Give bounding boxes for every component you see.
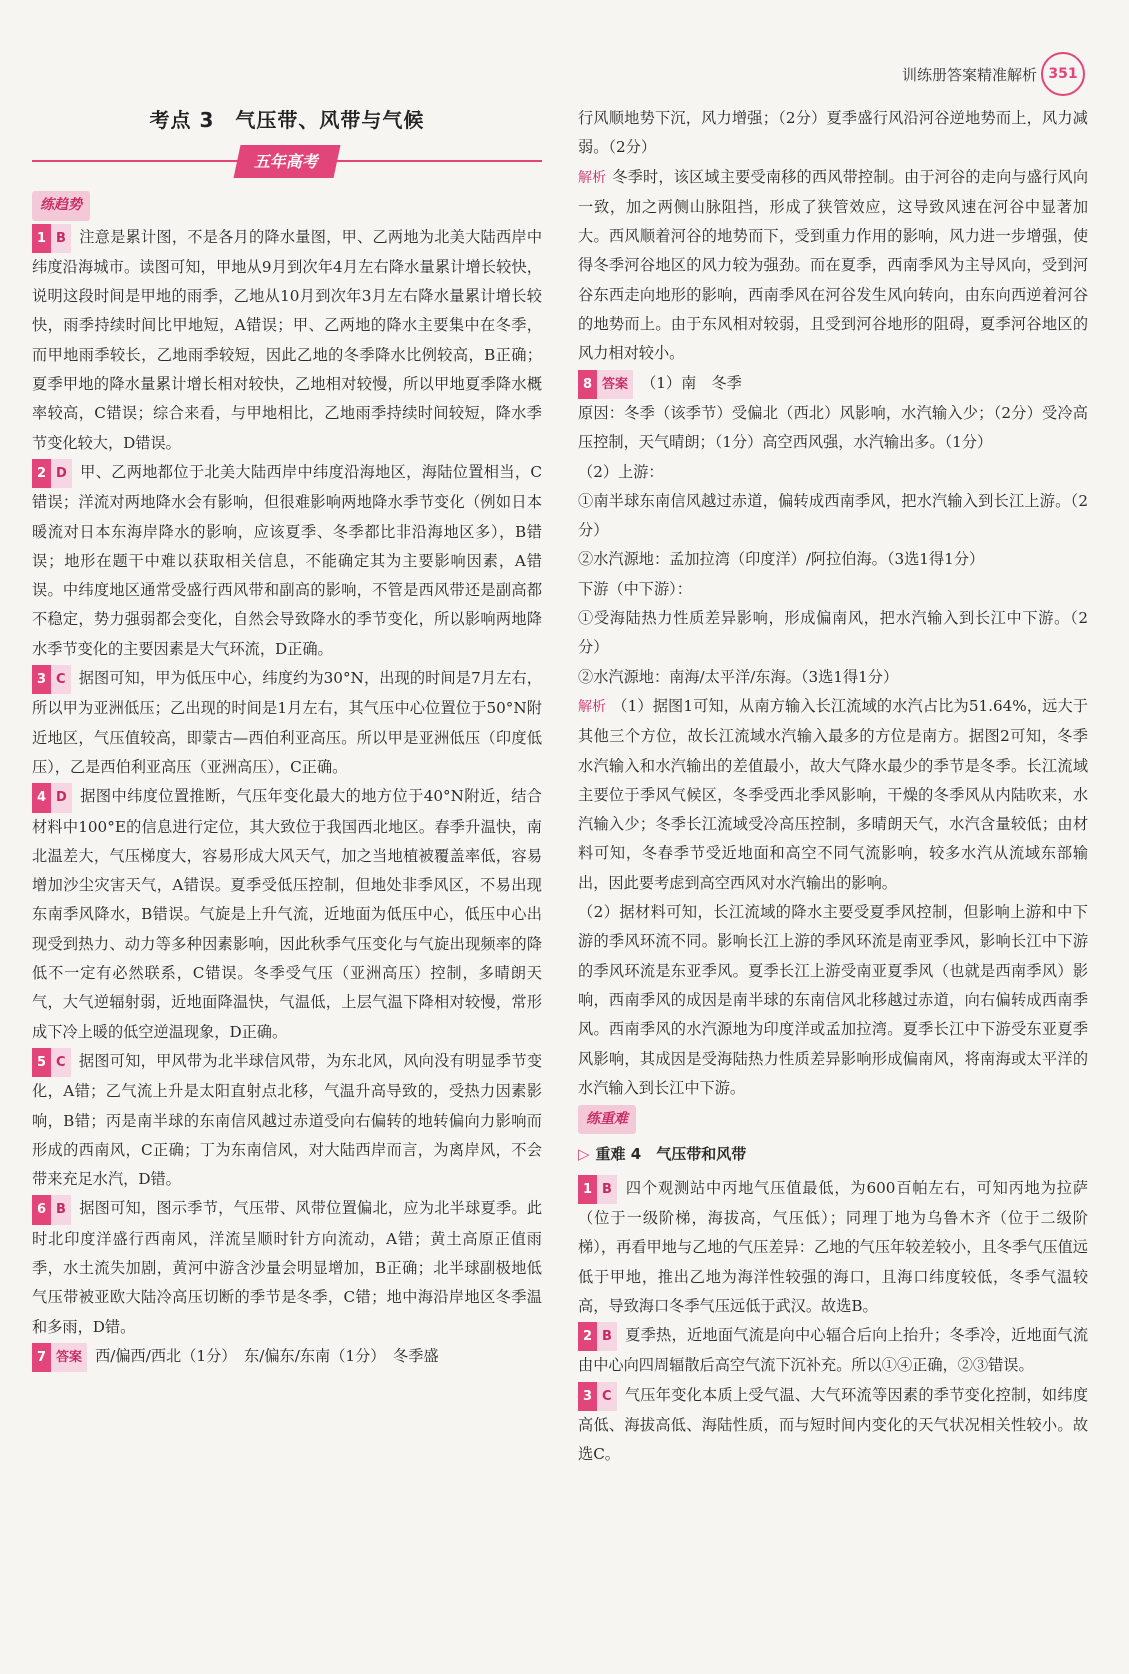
question-badge xyxy=(578,1175,617,1204)
answer-letter: C xyxy=(51,1048,71,1077)
answer-continuation: ②水汽源地：孟加拉湾（印度洋）/阿拉伯海。（3选1得1分） xyxy=(578,550,985,569)
question-badge xyxy=(32,224,71,253)
answer-item xyxy=(32,782,542,1047)
banner-label: 五年高考 xyxy=(233,145,340,178)
answer-letter: B xyxy=(51,1195,71,1224)
question-number: 1 xyxy=(32,224,51,253)
answer-letter: B xyxy=(51,224,71,253)
question-number: 3 xyxy=(32,665,51,694)
question-number: 1 xyxy=(578,1175,597,1204)
triangle-icon: ▷ xyxy=(578,1145,590,1164)
answer-continuation: ①南半球东南信风越过赤道，偏转成西南季风，把水汽输入到长江上游。（2分） xyxy=(578,491,1088,540)
question-badge xyxy=(32,1343,87,1372)
question-number: 7 xyxy=(32,1343,51,1372)
question-badge xyxy=(32,783,72,812)
answer-continuation: 下游（中下游）： xyxy=(578,579,692,598)
question-badge xyxy=(32,1195,71,1224)
answer-text: 夏季热，近地面气流是向中心辐合后向上抬升；冬季冷，近地面气流由中心向四周辐散后高空气流下沉补充。所以①④正确，②③错误。 xyxy=(578,1326,1088,1375)
answer-continuation: （2）据材料可知，长江流域的降水主要受夏季风控制，但影响上游和中下游的季风环流不同。影响长江上游的季风环流是南亚季风，影响长江中下游的季风环流是东亚季风。夏季长江上游受南亚夏季风（也就是西南季风）影响，西南季风的成因是南半球的东南信风北移越过赤道，向右偏转成西南季风。西南季风的水汽源地为印度洋或孟加拉湾。夏季长江中下游受东亚夏季风影响，其成因是受海陆热力性质差异影响形成偏南风，将南海或太平洋的水汽输入到长江中下游。 xyxy=(578,903,1088,1097)
answer-item xyxy=(32,223,542,458)
answer-continuation: ①受海陆热力性质差异影响，形成偏南风，把水汽输入到长江中下游。（2分） xyxy=(578,609,1088,657)
answer-text: 甲、乙两地都位于北美大陆西岸中纬度沿海地区，海陆位置相当，C错误；洋流对两地降水会有影响，但很难影响两地降水季节变化（例如日本暖流对日本东海岸降水的影响，应该夏季、冬季都比非沿海地区多），B错误；地形在题干中难以获取相关信息，不能确定其为主要影响因素，A错误。中纬度地区通常受盛行西风带和副高的影响，不管是西风带还是副高都不稳定，势力强弱都会变化，自然会导致降水的季节变化，所以影响两地降水季节变化的主要因素是大气环流，D正确。 xyxy=(32,462,542,658)
analysis-item xyxy=(578,163,1088,369)
answer-item xyxy=(578,1381,1088,1470)
answer-item xyxy=(32,664,542,782)
answer-letter: C xyxy=(597,1382,617,1411)
answer-item xyxy=(32,1194,542,1341)
answer-letter: D xyxy=(51,783,72,812)
page-title: 考点 3 气压带、风带与气候 xyxy=(149,108,425,132)
analysis-text: 冬季时，该区域主要受南移的西风带控制。由于河谷的走向与盛行风向一致，加之两侧山脉阻挡，形成了狭管效应，这导致风速在河谷中显著加大。西风顺着河谷的地势而下，受到重力作用的影响，风力进一步增强，使得冬季河谷地区的风力较为强劲。而在夏季，西南季风为主导风向，受到河谷东西走向地形的影响，西南季风在河谷发生风向转向，由东向西逆着河谷的地势而上。由于东风相对较弱，且受到河谷地形的阻碍，夏季河谷地区的风力相对较小。 xyxy=(578,167,1089,363)
answer-text: 注意是累计图，不是各月的降水量图，甲、乙两地为北美大陆西岸中纬度沿海城市。读图可知，甲地从9月到次年4月左右降水量累计增长较快，说明这段时间是甲地的雨季，乙地从10月到次年3月左右降水量累计增长较快，雨季持续时间比甲地短，A错误；甲、乙两地的降水主要集中在冬季，而甲地雨季较长，乙地雨季较短，因此乙地的冬季降水比例较高，B正确；夏季甲地的降水量累计增长相对较快，乙地相对较慢，所以甲地夏季降水概率较高，C错误；综合来看，与甲地相比，乙地雨季持续时间较短，降水季节变化较大，D错误。 xyxy=(32,227,542,452)
answer-letter: 答案 xyxy=(51,1343,87,1372)
answer-letter: B xyxy=(597,1322,617,1351)
answer-text: 气压年变化本质上受气温、大气环流等因素的季节变化控制，如纬度高低、海拔高低、海陆性质，而与短时间内变化的天气状况相关性较小。故选C。 xyxy=(578,1385,1088,1464)
question-badge xyxy=(578,370,633,399)
question-number: 8 xyxy=(578,370,597,399)
analysis-label: 解析 xyxy=(578,169,607,186)
question-badge xyxy=(32,1048,71,1077)
question-badge xyxy=(32,665,71,694)
question-number: 2 xyxy=(32,459,51,488)
answer-text: 据图可知，图示季节，气压带、风带位置偏北，应为北半球夏季。此时北印度洋盛行西南风，洋流呈顺时针方向流动，A错；黄土高原正值雨季，水土流失加剧，黄河中游含沙量会明显增加，B正确；北半球副极地低气压带被亚欧大陆冷高压切断的季节是冬季，C错；地中海沿岸地区冬季温和多雨，D错。 xyxy=(32,1199,542,1336)
right-answers xyxy=(578,104,1088,1470)
answer-text: （1）南 冬季 xyxy=(641,373,742,392)
question-number: 5 xyxy=(32,1048,51,1077)
page-number: 351 xyxy=(1041,52,1085,96)
right-column xyxy=(578,104,1088,1470)
answer-letter: D xyxy=(51,459,72,488)
left-answers xyxy=(32,223,542,1373)
banner xyxy=(32,145,542,175)
answer-text: 西/偏西/西北（1分） 东/偏东/东南（1分） 冬季盛 xyxy=(95,1346,439,1365)
question-badge xyxy=(578,1322,617,1351)
analysis-text: （1）据图1可知，从南方输入长江流域的水汽占比为51.64%，远大于其他三个方位，故长江流域水汽输入最多的方位是南方。据图2可知，冬季水汽输入和水汽输出的差值最小，故大气降水最少的季节是冬季。长江流域主要位于季风气候区，冬季受西北季风影响，干燥的冬季风从内陆吹来，水汽输入少；冬季长江流域受冷高压控制，多晴朗天气，水汽含量较低；由材料可知，冬春季节受近地面和高空不同气流影响，较多水汽从流域东部输出，因此要考虑到高空西风对水汽输出的影响。 xyxy=(578,696,1088,892)
answer-continuation: 行风顺地势下沉，风力增强；（2分）夏季盛行风沿河谷逆地势而上，风力减弱。（2分） xyxy=(578,109,1088,157)
answer-letter: 答案 xyxy=(597,370,633,399)
answer-letter: B xyxy=(597,1175,617,1204)
section-difficulty: 练重难 xyxy=(578,1105,636,1134)
answer-item xyxy=(32,458,542,664)
answer-item xyxy=(578,1321,1088,1381)
answer-continuation: ②水汽源地：南海/太平洋/东海。（3选1得1分） xyxy=(578,667,899,686)
answer-item xyxy=(32,1047,542,1194)
subsection-text: 重难 4 气压带和风带 xyxy=(595,1145,747,1164)
question-number: 3 xyxy=(578,1382,597,1411)
question-badge xyxy=(578,1382,617,1411)
answer-item xyxy=(578,1174,1088,1321)
answer-item xyxy=(32,1342,542,1372)
answer-text: 据图可知，甲为低压中心，纬度约为30°N，出现的时间是7月左右，所以甲为亚洲低压；乙出现的时间是1月左右，其气压中心位置位于50°N附近地区，气压值较高，即蒙古—西伯利亚高压。所以甲是亚洲低压（印度低压），乙是西伯利亚高压（亚洲高压），C正确。 xyxy=(32,669,542,776)
section-trend: 练趋势 xyxy=(32,191,90,220)
left-column xyxy=(32,100,542,1372)
answer-continuation: （2）上游： xyxy=(578,462,664,481)
header-label: 训练册答案精准解析 xyxy=(901,66,1037,84)
answer-text: 据图中纬度位置推断，气压年变化最大的地方位于40°N附近，结合材料中100°E的信息进行定位，其大致位于我国西北地区。春季升温快，南北温差大，气压梯度大，容易形成大风天气，加之当地植被覆盖率低，容易增加沙尘灾害天气，A错误。夏季受低压控制，但地处非季风区，不易出现东南季风降水，B错误。气旋是上升气流，近地面为低压中心，低压中心出现受到热力、动力等多种因素影响，因此秋季气压变化与气旋出现频率的降低不一定有必然联系，C错误。冬季受气压（亚洲高压）控制，多晴朗天气，大气逆辐射弱，近地面降温快，气温低，上层气温下降相对较慢，常形成下冷上暖的低空逆温现象，D正确。 xyxy=(32,787,542,1041)
section-wrap xyxy=(578,1103,1088,1136)
question-number: 6 xyxy=(32,1195,51,1224)
analysis-label: 解析 xyxy=(578,698,607,715)
subsection-title xyxy=(578,1140,1088,1169)
answer-text: 四个观测站中丙地气压值最低，为600百帕左右，可知丙地为拉萨（位于一级阶梯，海拔高，气压低）；同理丁地为乌鲁木齐（位于二级阶梯），再看甲地与乙地的气压差异：乙地的气压年较差较小，且冬季气压值远低于甲地，推出乙地为海洋性较强的海口，且海口纬度较低，冬季气温较高，导致海口冬季气压远低于武汉。故选B。 xyxy=(578,1178,1088,1315)
answer-continuation: 原因：冬季（该季节）受偏北（西北）风影响，水汽输入少；（2分）受冷高压控制，天气晴朗；（1分）高空西风强，水汽输出多。（1分） xyxy=(578,403,1088,452)
question-number: 4 xyxy=(32,783,51,812)
question-badge xyxy=(32,459,72,488)
answer-item xyxy=(578,369,1088,399)
answer-letter: C xyxy=(51,665,71,694)
analysis-item xyxy=(578,692,1088,898)
answer-text: 据图可知，甲风带为北半球信风带，为东北风，风向没有明显季节变化，A错；乙气流上升是太阳直射点北移，气温升高导致的，受热力因素影响，B错；丙是南半球的东南信风越过赤道受向右偏转的地转偏向力影响而形成的西南风，C正确；丁为东南信风，对大陆西岸而言，为离岸风，不会带来充足水汽，D错。 xyxy=(32,1051,542,1189)
question-number: 2 xyxy=(578,1322,597,1351)
